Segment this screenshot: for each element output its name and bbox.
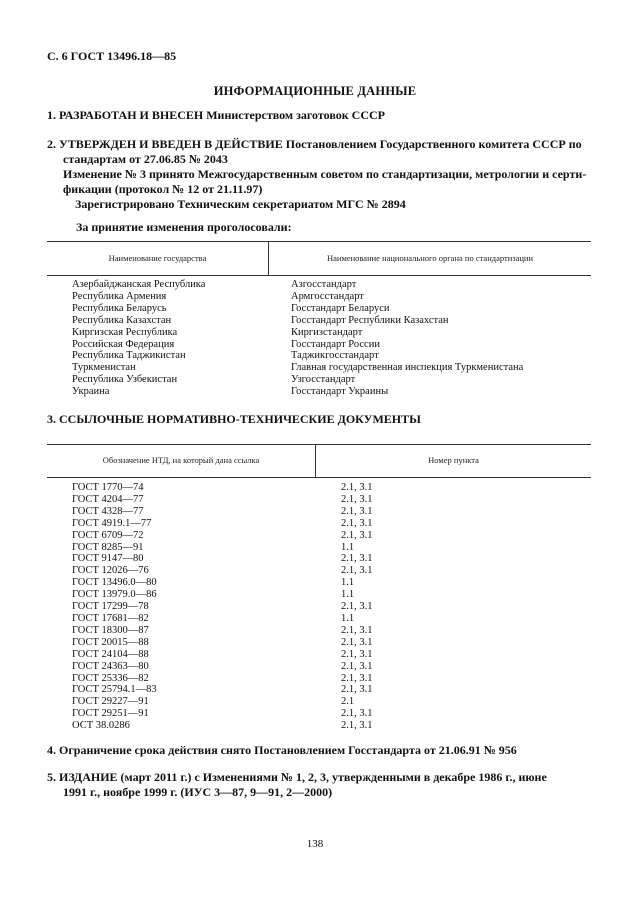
clause-number: 2.1: [341, 696, 355, 708]
state-name: Киргизская Республика: [72, 326, 178, 338]
table2-col2-rows: [341, 482, 373, 732]
clause-number: 2.1, 3.1: [341, 601, 373, 613]
state-name: Республика Беларусь: [72, 302, 167, 314]
section-5-line-2: 1991 г., ноябре 1999 г. (ИУС 3—87, 9—91, 2—2000): [63, 785, 333, 799]
ntd-designation: ГОСТ 13979.0—86: [72, 589, 157, 601]
standards-body: Госстандарт Беларуси: [291, 302, 390, 314]
ntd-designation: ГОСТ 24363—80: [72, 660, 149, 672]
clause-number: 2.1, 3.1: [341, 482, 373, 493]
section-2: [47, 137, 592, 212]
table1-col1-header: Наименование государства: [108, 253, 207, 263]
table1-col2-rows: [291, 279, 523, 398]
clause-number: 2.1, 3.1: [341, 720, 373, 732]
clause-number: 1.1: [341, 612, 355, 624]
section-2-line-4: фикации (протокол № 12 от 21.11.97): [63, 182, 263, 196]
ntd-designation: ГОСТ 4328—77: [72, 505, 144, 517]
ntd-designation: ОСТ 38.0286: [72, 720, 130, 732]
standards-body: Армгосстандарт: [291, 290, 364, 302]
ntd-designation: ГОСТ 25794.1—83: [72, 684, 157, 696]
clause-number: 2.1, 3.1: [341, 672, 373, 684]
standards-body: Узгосстандарт: [291, 374, 356, 386]
standards-body: Госстандарт Республики Казахстан: [291, 314, 449, 326]
clause-number: 2.1, 3.1: [341, 493, 373, 505]
section-2-line-3: Изменение № 3 принято Межгосударственным советом по стандартизации, метрологии и серти-: [63, 167, 587, 181]
section-2-line-5: Зарегистрировано Техническим секретариатом МГС № 2894: [75, 197, 406, 211]
clause-number: 2.1, 3.1: [341, 648, 373, 660]
clause-number: 1.1: [341, 577, 355, 589]
clause-number: 1.1: [341, 541, 355, 553]
clause-number: 2.1, 3.1: [341, 660, 373, 672]
table1-col1-rows: [72, 279, 205, 398]
section-5: [47, 770, 592, 800]
state-name: Азербайджанская Республика: [72, 279, 206, 290]
ntd-designation: ГОСТ 20015—88: [72, 636, 149, 648]
section-1: 1. РАЗРАБОТАН И ВНЕСЕН Министерством заготовок СССР: [47, 108, 385, 122]
table1-header-rule: [47, 275, 591, 276]
ntd-designation: ГОСТ 9147—80: [72, 553, 144, 565]
clause-number: 2.1, 3.1: [341, 505, 373, 517]
clause-number: 2.1, 3.1: [341, 517, 373, 529]
ntd-designation: ГОСТ 29251—91: [72, 708, 149, 720]
clause-number: 2.1, 3.1: [341, 529, 373, 541]
ntd-designation: ГОСТ 12026—76: [72, 565, 149, 577]
page-header: С. 6 ГОСТ 13496.18—85: [47, 49, 177, 63]
ntd-designation: ГОСТ 18300—87: [72, 624, 149, 636]
standards-body: Госстандарт Украины: [291, 386, 389, 398]
state-name: Украина: [72, 386, 110, 398]
table1-top-rule: [47, 241, 591, 242]
clause-number: 1.1: [341, 589, 355, 601]
table2-col2-header: Номер пункта: [428, 455, 479, 465]
section-5-line-1: 5. ИЗДАНИЕ (март 2011 г.) с Изменениями № 1, 2, 3, утвержденными в декабре 1986 г., июне: [47, 770, 547, 784]
standards-body: Таджикгосстандарт: [291, 350, 379, 362]
clause-number: 2.1, 3.1: [341, 553, 373, 565]
ntd-designation: ГОСТ 4919.1—77: [72, 517, 152, 529]
clause-number: 2.1, 3.1: [341, 708, 373, 720]
ntd-designation: ГОСТ 4204—77: [72, 493, 144, 505]
page-number: 138: [306, 838, 324, 850]
clause-number: 2.1, 3.1: [341, 624, 373, 636]
ntd-designation: ГОСТ 25336—82: [72, 672, 149, 684]
state-name: Республика Казахстан: [72, 314, 172, 326]
section-2-line-1: 2. УТВЕРЖДЕН И ВВЕДЕН В ДЕЙСТВИЕ Постановлением Государственного комитета СССР по: [47, 137, 582, 151]
ntd-designation: ГОСТ 6709—72: [72, 529, 144, 541]
ntd-designation: ГОСТ 24104—88: [72, 648, 149, 660]
section-3: 3. ССЫЛОЧНЫЕ НОРМАТИВНО-ТЕХНИЧЕСКИЕ ДОКУМЕНТЫ: [47, 412, 421, 426]
table2-col1-header: Обозначение НТД, на который дана ссылка: [102, 455, 260, 465]
ntd-designation: ГОСТ 17681—82: [72, 612, 149, 624]
standards-body: Киргизстандарт: [291, 326, 363, 338]
standards-body: Азгосстандарт: [291, 279, 357, 290]
table1-col2-header: Наименование национального органа по стандартизации: [326, 253, 534, 263]
standards-body: Госстандарт России: [291, 338, 380, 350]
state-name: Республика Узбекистан: [72, 374, 178, 386]
table2-top-rule: [47, 444, 591, 445]
clause-number: 2.1, 3.1: [341, 684, 373, 696]
ntd-designation: ГОСТ 29227—91: [72, 696, 149, 708]
clause-number: 2.1, 3.1: [341, 636, 373, 648]
ntd-designation: ГОСТ 17299—78: [72, 601, 149, 613]
state-name: Республика Таджикистан: [72, 350, 186, 362]
ntd-designation: ГОСТ 8285—91: [72, 541, 144, 553]
state-name: Туркменистан: [72, 362, 136, 374]
vote-heading: За принятие изменения проголосовали:: [76, 220, 292, 234]
standards-body: Главная государственная инспекция Туркменистана: [291, 362, 524, 374]
state-name: Республика Армения: [72, 290, 167, 302]
ntd-designation: ГОСТ 1770—74: [72, 482, 144, 493]
ntd-designation: ГОСТ 13496.0—80: [72, 577, 157, 589]
section-4: 4. Ограничение срока действия снято Постановлением Госстандарта от 21.06.91 № 956: [47, 743, 517, 757]
section-2-line-2: стандартам от 27.06.85 № 2043: [63, 152, 228, 166]
state-name: Российская Федерация: [72, 338, 175, 350]
clause-number: 2.1, 3.1: [341, 565, 373, 577]
table2-col1-rows: [72, 482, 157, 732]
table2-header-rule: [47, 477, 591, 478]
section-title: ИНФОРМАЦИОННЫЕ ДАННЫЕ: [213, 84, 417, 98]
